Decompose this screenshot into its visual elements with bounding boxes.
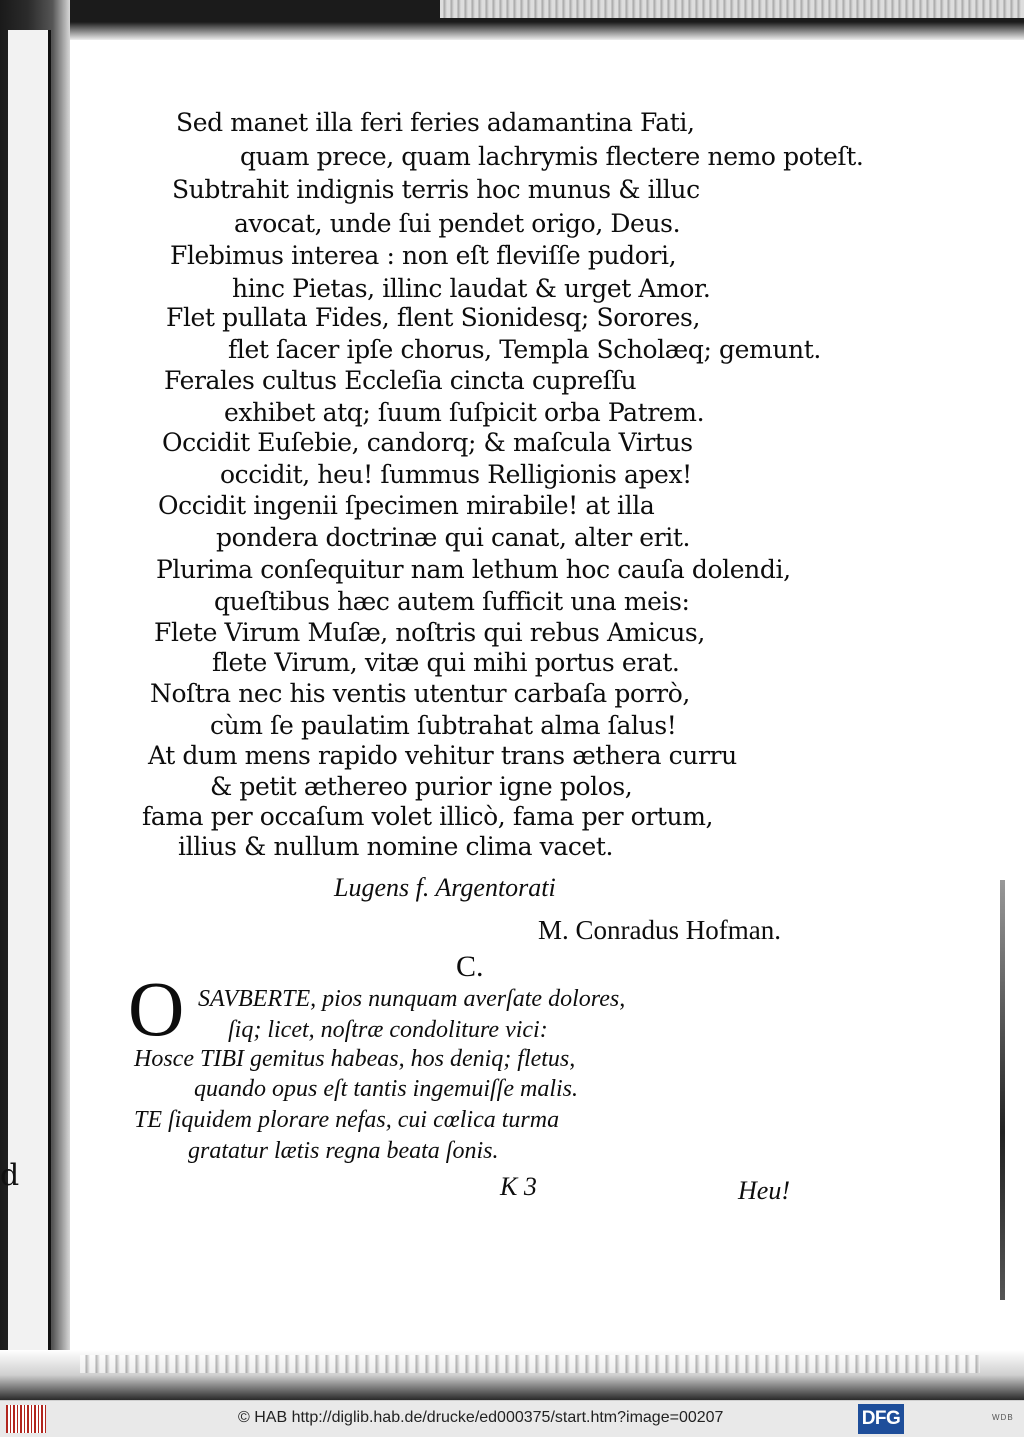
poem-line: Occidit Euſebie, candorq; & maſcula Virtus	[162, 428, 693, 457]
source-link[interactable]: © HAB http://diglib.hab.de/drucke/ed000375/start.htm?image=00207	[238, 1409, 724, 1426]
section-letter: C.	[456, 950, 484, 983]
poem-line: queſtibus hæc autem ſufficit una meis:	[214, 587, 690, 616]
poem-line: Flete Virum Muſæ, noſtris qui rebus Amicus,	[154, 618, 705, 647]
poem-line: flete Virum, vitæ qui mihi portus erat.	[212, 648, 680, 677]
poem-line: quam prece, quam lachrymis flectere nemo poteſt.	[240, 142, 864, 171]
signature-name: M. Conradus Hofman.	[538, 915, 781, 945]
signature-mark: K 3	[500, 1172, 537, 1201]
poem-line: pondera doctrinæ qui canat, alter erit.	[216, 523, 691, 552]
catchword: Heu!	[738, 1176, 790, 1205]
viewer-footer	[0, 1400, 1024, 1437]
section-line: gratatur lætis regna beata ſonis.	[188, 1138, 499, 1164]
section-line: SAVBERTE, pios nunquam averſate dolores,	[198, 986, 626, 1012]
poem-line: exhibet atq; ſuum ſuſpicit orba Patrem.	[224, 398, 705, 427]
section-line: ſiq; licet, noſtræ condoliture vici:	[228, 1017, 548, 1043]
scan-bottom-noise	[80, 1355, 980, 1373]
poem-line: illius & nullum nomine clima vacet.	[178, 832, 614, 861]
section-line: TE ſiquidem plorare nefas, cui cœlica turma	[134, 1107, 560, 1133]
poem-line: Noſtra nec his ventis utentur carbaſa porrò,	[150, 679, 690, 708]
poem-line: Flet pullata Fides, flent Sionidesq; Sorores,	[166, 303, 701, 332]
barcode-icon	[6, 1405, 46, 1433]
section-line: Hosce TIBI gemitus habeas, hos deniq; fletus,	[134, 1046, 576, 1072]
poem-line: flet ſacer ipſe chorus, Templa Scholæq; gemunt.	[228, 335, 821, 364]
section-line: quando opus eſt tantis ingemuiſſe malis.	[194, 1076, 578, 1102]
scan-top-noise	[440, 0, 1024, 18]
poem-line: Sed manet illa feri feries adamantina Fati,	[176, 108, 695, 137]
wdb-logo[interactable]: WDB	[992, 1413, 1014, 1422]
poem-line: Subtrahit indignis terris hoc munus & illuc	[172, 175, 700, 204]
poem-line: fama per occaſum volet illicò, fama per ortum,	[142, 802, 714, 831]
poem-line: At dum mens rapido vehitur trans æthera curru	[148, 741, 737, 770]
poem-line: Flebimus interea : non eſt fleviſſe pudori,	[170, 241, 677, 270]
poem-line: avocat, unde ſui pendet origo, Deus.	[234, 209, 681, 238]
poem-line: Ferales cultus Eccleſia cincta cupreſſu	[164, 366, 637, 395]
poem-line: hinc Pietas, illinc laudat & urget Amor.	[232, 274, 711, 303]
scan-right-shadow	[1000, 880, 1005, 1300]
drop-capital: O	[128, 965, 185, 1052]
poem-line: occidit, heu! ſummus Relligionis apex!	[220, 460, 692, 489]
poem-line: & petit æthereo purior igne polos,	[210, 772, 633, 801]
signature-place: Lugens f. Argentorati	[334, 873, 556, 902]
poem-line: Occidit ingenii ſpecimen mirabile! at illa	[158, 491, 655, 520]
poem-line: Plurima conſequitur nam lethum hoc cauſa dolendi,	[156, 555, 791, 584]
dfg-logo[interactable]: DFG	[858, 1404, 904, 1434]
facing-page-fragment: d	[0, 1158, 20, 1193]
poem-line: cùm ſe paulatim ſubtrahat alma ſalus!	[210, 711, 677, 740]
